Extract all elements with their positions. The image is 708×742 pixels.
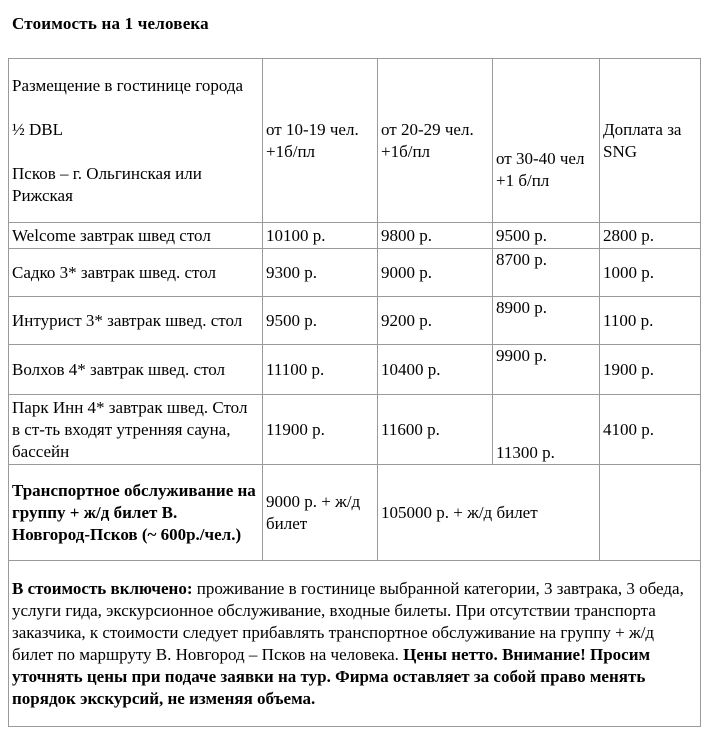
price-10-19: 9500 р. [263,297,378,345]
hotel-name: Интурист 3* завтрак швед. стол [9,297,263,345]
header-placement-line2: ½ DBL [12,119,63,139]
price-sng: 1100 р. [600,297,701,345]
hotel-name: Садко 3* завтрак швед. стол [9,249,263,297]
price-30-40: 9500 р. [493,223,600,249]
price-30-40: 8700 р. [493,249,600,297]
table-row [9,223,701,249]
price-10-19: 11100 р. [263,345,378,395]
header-col-20-29: от 20-29 чел. +1б/пл [378,59,493,223]
transport-price-large-group: 105000 р. + ж/д билет [378,465,600,561]
included-text: проживание в гостинице выбранной категории, 3 завтрака, 3 обеда, услуги гида, экскурсионное обслуживание, входные билеты. При отсутствии транспорта заказчика, к стоимости следует прибавлять транспортное обслуживание на группу + ж/д билет по маршруту В. Новгород – Псков на человека. [12,578,684,664]
transport-price-small-group: 9000 р. + ж/д билет [263,465,378,561]
price-sng: 1900 р. [600,345,701,395]
net-prices-note: Цены нетто. [403,644,498,664]
price-10-19: 9300 р. [263,249,378,297]
table-row [9,249,701,297]
price-30-40: 9900 р. [493,345,600,395]
hotel-name: Welcome завтрак швед стол [9,223,263,249]
price-10-19: 10100 р. [263,223,378,249]
transport-label: Транспортное обслуживание на группу + ж/д билет В. Новгород-Псков (~ 600р./чел.) [9,465,263,561]
header-placement-line1: Размещение в гостинице города [12,75,244,95]
table-row [9,395,701,465]
price-sng: 1000 р. [600,249,701,297]
price-30-40: 8900 р. [493,297,600,345]
header-placement-line3: Псков – г. Ольгинская или Рижская [12,163,202,205]
table-header-row [9,59,701,223]
price-sng: 4100 р. [600,395,701,465]
price-sng: 2800 р. [600,223,701,249]
page-title: Стоимость на 1 человека [12,14,209,33]
price-20-29: 9200 р. [378,297,493,345]
header-col-sng: Доплата за SNG [600,59,701,223]
price-20-29: 10400 р. [378,345,493,395]
included-label: В стоимость включено: [12,578,193,598]
header-col-30-40: от 30-40 чел +1 б/пл [493,59,600,223]
footer-note [9,561,701,727]
hotel-name: Парк Инн 4* завтрак швед. Стол в ст-ть входят утренняя сауна, бассейн [9,395,263,465]
attention-note: Внимание! Просим уточнять цены при подаче заявки на тур. Фирма оставляет за собой право менять порядок экскурсий, не изменяя объема. [12,644,651,708]
price-table [8,58,701,727]
price-30-40: 11300 р. [493,395,600,465]
header-col-10-19: от 10-19 чел. +1б/пл [263,59,378,223]
price-20-29: 11600 р. [378,395,493,465]
price-10-19: 11900 р. [263,395,378,465]
transport-empty-cell [600,465,701,561]
hotel-name: Волхов 4* завтрак швед. стол [9,345,263,395]
table-row [9,297,701,345]
header-placement-cell [9,59,263,223]
footer-row [9,561,701,727]
transport-row [9,465,701,561]
table-row [9,345,701,395]
price-20-29: 9000 р. [378,249,493,297]
price-20-29: 9800 р. [378,223,493,249]
